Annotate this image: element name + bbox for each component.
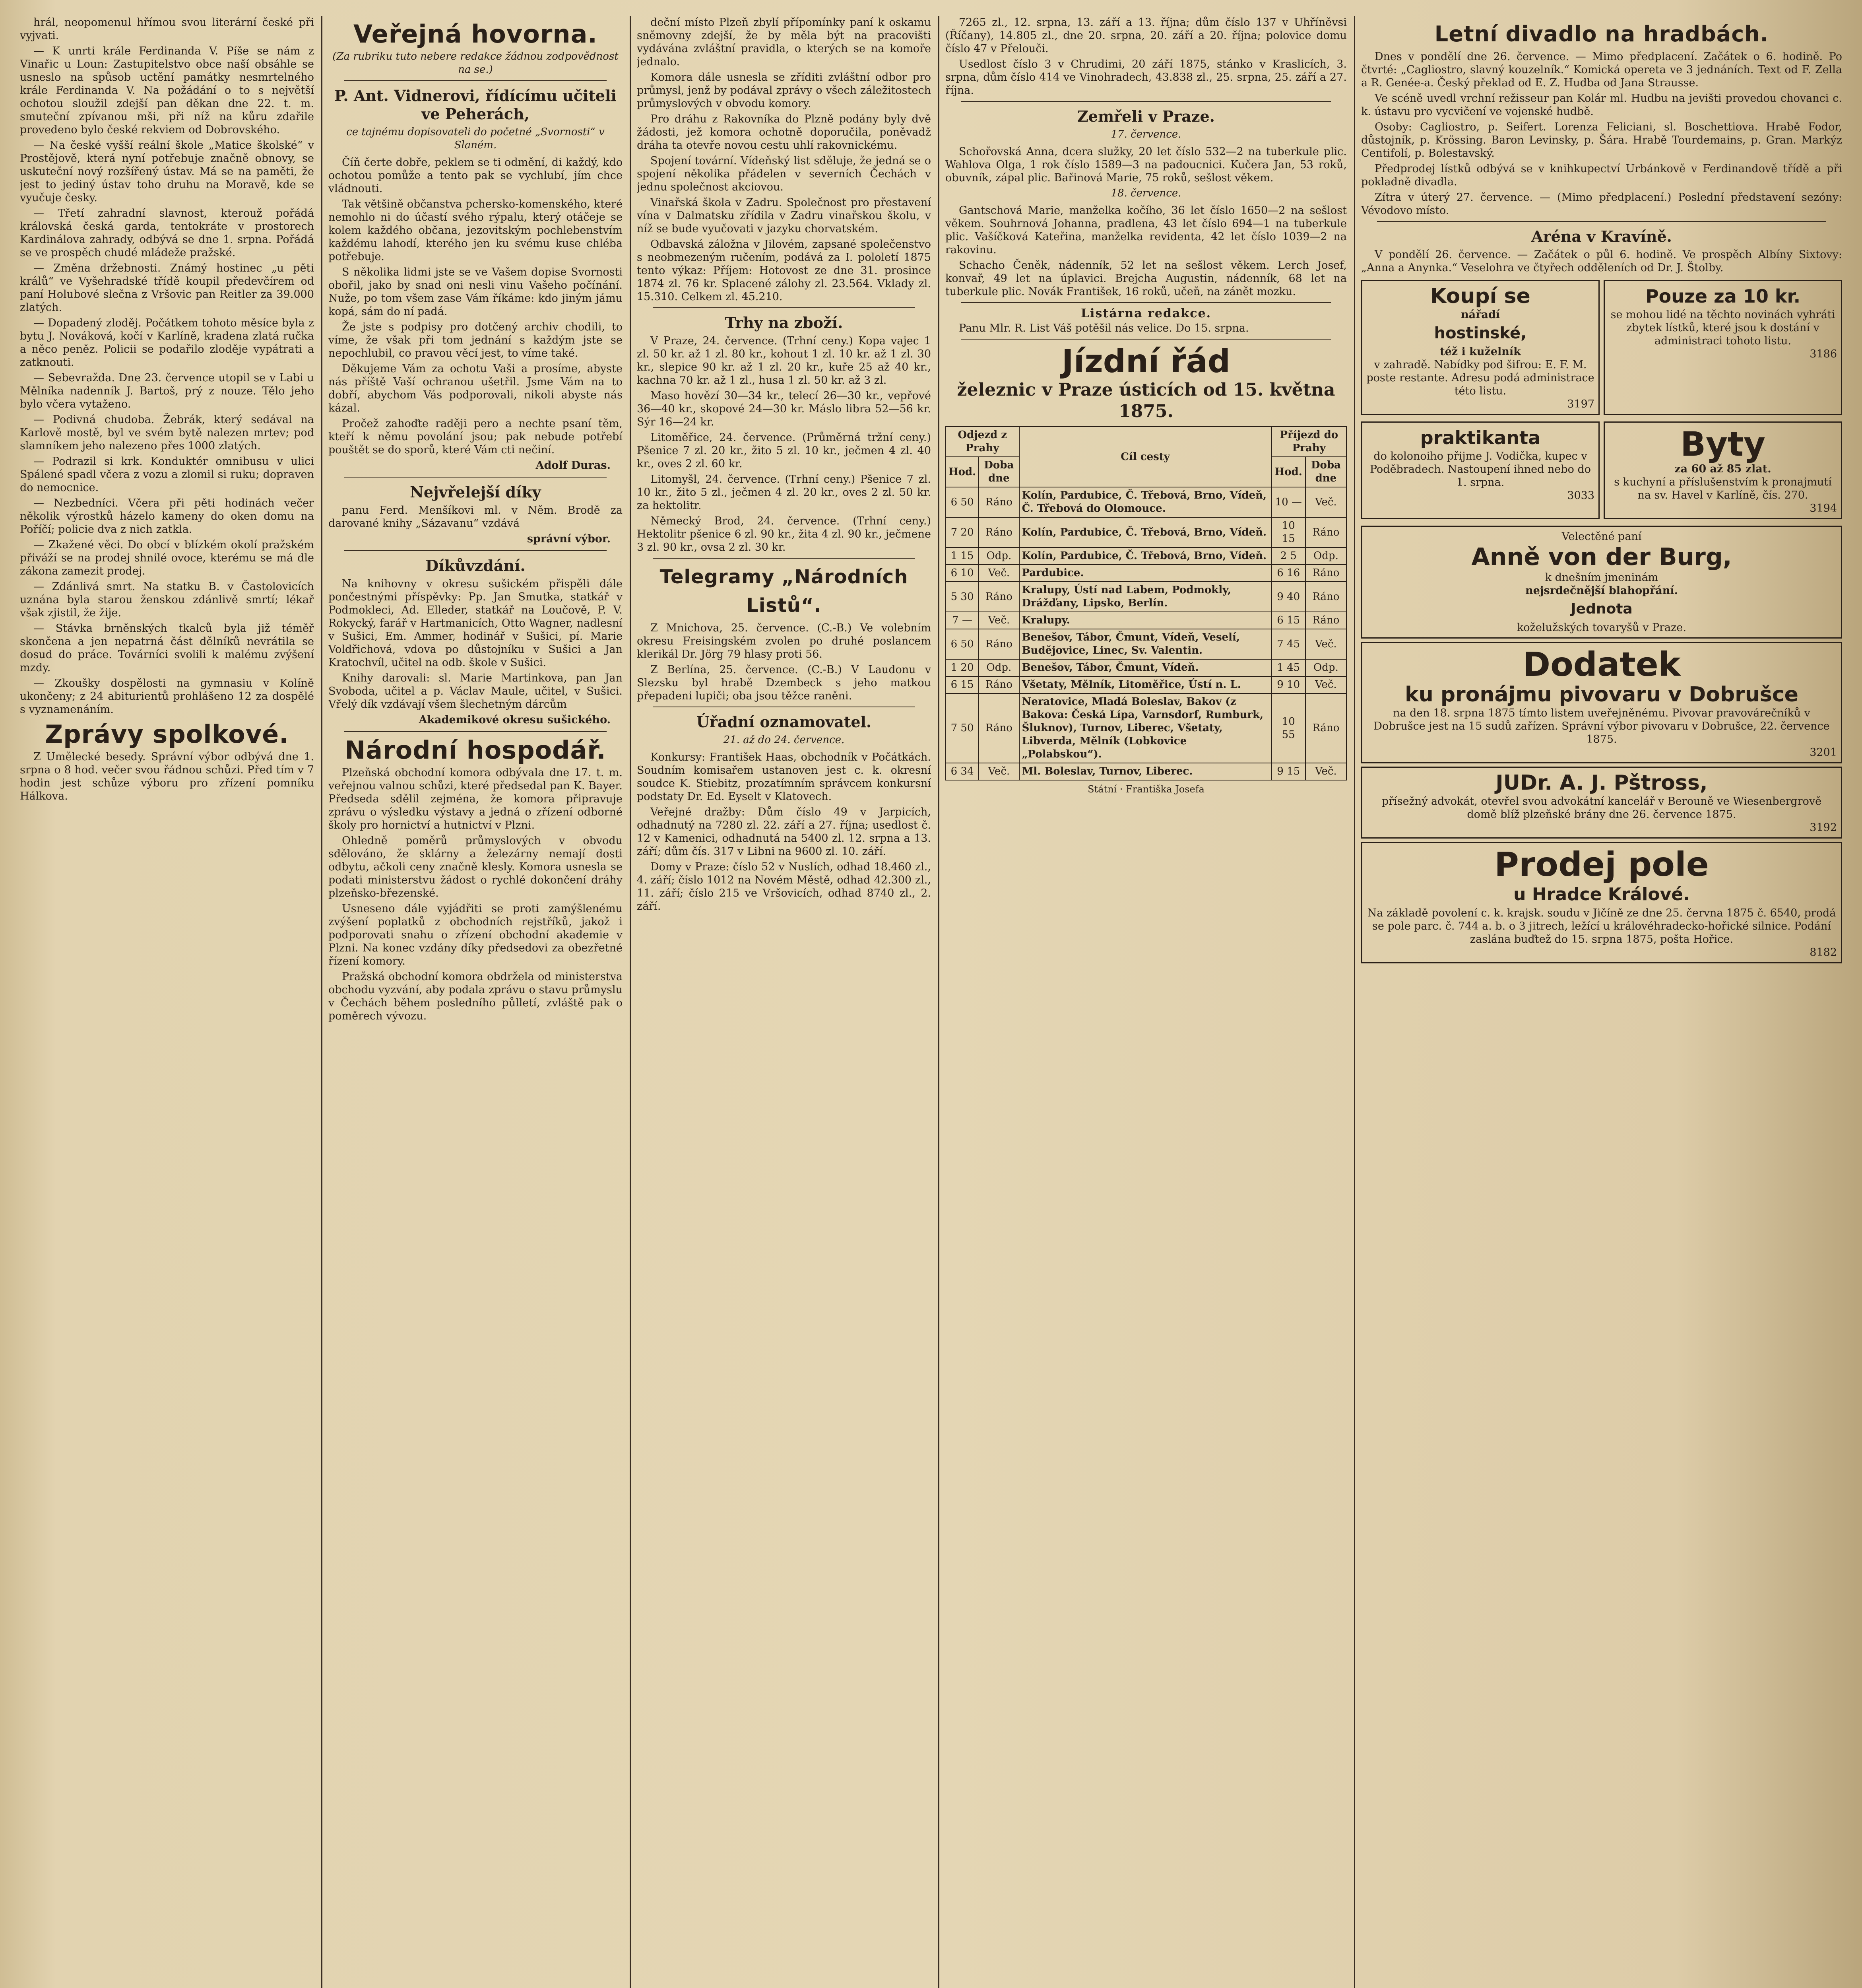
cell: Več. <box>1305 676 1346 693</box>
advokat-ad <box>1361 767 1842 839</box>
table-row <box>946 693 1346 763</box>
listarna-title: Listárna redakce. <box>1080 307 1212 320</box>
paragraph: — Podivná chudoba. Žebrák, který sedával na Karlově mostě, byl ve svém bytě nalezen mrtev; pod slamníkem jeho nalezeno přes 1000 zlatých. <box>20 414 314 452</box>
paragraph: Domy v Praze: číslo 52 v Nuslích, odhad 18.460 zl., 4. září; číslo 1012 na Novém Městě, odhad 42.300 zl., 11. září; číslo 215 ve Vršovicích, odhad 8740 zl., 2. září. <box>637 861 931 912</box>
cell: 2 5 <box>1272 547 1305 565</box>
cell: 7 — <box>946 612 979 629</box>
cell: 7 45 <box>1272 629 1305 659</box>
ad-headline: Prodej pole <box>1494 845 1709 884</box>
ad-line: Velectěné paní <box>1561 530 1642 543</box>
paragraph: Zítra v úterý 27. července. — (Mimo předplacení.) Poslední představení sezóny: Vévodovo místo. <box>1361 191 1842 217</box>
cell: 6 50 <box>946 487 979 517</box>
divider <box>961 302 1331 303</box>
paragraph: Litomyšl, 24. července. (Trhní ceny.) Pšenice 7 zl. 10 kr., žito 5 zl., ječmen 4 zl. 20 kr., oves 2 zl. 50 kr. za hektolitr. <box>637 473 931 512</box>
section-subtitle: (Za rubriku tuto nebere redakce žádnou zodpovědnost na se.) <box>332 50 619 76</box>
cell: 5 30 <box>946 582 979 612</box>
paragraph: Ve scéně uvedl vrchní režisseur pan Kolár ml. Hudbu na jevišti provedou chovanci c. k. ústavu pro vycvičení ve vojenské hudbě. <box>1361 92 1842 118</box>
cell: Kolín, Pardubice, Č. Třebová, Brno, Vídeň, Č. Třebová do Olomouce. <box>1019 487 1272 517</box>
table-row <box>946 629 1346 659</box>
cell: 7 50 <box>946 693 979 763</box>
header-cell: Hod. <box>946 457 979 487</box>
divider <box>1377 221 1826 222</box>
article-subtitle: 21. až do 24. července. <box>723 734 845 746</box>
paragraph: — K unrti krále Ferdinanda V. Píše se nám z Vinařic u Loun: Zastupitelstvo obce naší obsáhle se usneslo na spůsob uctění památky nesmrtelného krále Ferdinanda V. Na požádání o to s největší ochotou sloužil zdejší pan děkan dne 22. t. m. smuteční zpívanou mši, při níž na kůru zdařile provedeno bylo české rekviem od Dobrovského. <box>20 45 314 136</box>
divider <box>344 477 607 478</box>
table-row <box>946 582 1346 612</box>
paragraph: Osoby: Cagliostro, p. Seifert. Lorenza Feliciani, sl. Boschettiova. Hrabě Fodor, důstojník, p. Krössing. Baron Levinsky, p. Šára. Hrabě Tourdemains, p. Gran. Markýz Centifolí, p. Bolestavský. <box>1361 121 1842 159</box>
cell: Ráno <box>979 487 1019 517</box>
section-title: Telegramy „Národních Listů“. <box>659 566 908 617</box>
article-subtitle: 18. července. <box>1111 187 1181 199</box>
paragraph: Knihy darovali: sl. Marie Martinkova, pan Jan Svoboda, učitel a p. Václav Maule, učitel, v Sušici. Vřelý dík vzdávají všem šlechetným dárcům <box>328 672 623 711</box>
cell: Odp. <box>1305 659 1346 676</box>
cell: Več. <box>979 763 1019 780</box>
ad-line: nejsrdečnější blahopřání. <box>1525 584 1678 597</box>
ad-line: k dnešním jmeninám <box>1545 571 1658 584</box>
ad-line: za 60 až 85 zlat. <box>1674 463 1771 475</box>
paragraph: Pro dráhu z Rakovníka do Plzně podány byly dvě žádosti, jež komora ochotně doporučila, poněvadž dráha ta otevře novou cestu uhlí rakovnickému. <box>637 113 931 151</box>
ad-number: 8182 <box>1810 946 1837 959</box>
ad-line: Jednota <box>1571 601 1633 617</box>
cell: Odp. <box>979 659 1019 676</box>
article-subtitle: ce tajnému dopisovateli do početné „Svornosti“ v Slaném. <box>346 126 605 151</box>
koupi-se-ad <box>1361 280 1600 415</box>
cell: Ráno <box>979 629 1019 659</box>
paragraph: Pročež zahoďte raději pero a nechte psaní těm, kteří k němu povolání jsou; pak nebude potřebí pouštět se do sporů, které Vám cti nečiní. <box>328 417 623 456</box>
section-title: Veřejná hovorna. <box>353 19 597 49</box>
cell: Ráno <box>1305 517 1346 547</box>
timetable <box>945 426 1347 780</box>
paragraph: Na knihovny v okresu sušickém přispěli dále pončestnými příspěvky: Pp. Jan Smutka, statkář v Podmokleci, Ad. Elleder, statkář na Loučově, P. V. Rokycký, farář v Hartmanicích, Otto Wagner, nadlesní v Sušici, Em. Ammer, hodinář v Sušici, pí. Marie Voldřichová, vdova po důstojníku v Sušici a Jan Kratochvíl, učitel na odb. škole v Sušici. <box>328 578 623 669</box>
table-header-row <box>946 427 1346 457</box>
cell: 9 10 <box>1272 676 1305 693</box>
ad-headline: Koupí se <box>1430 284 1530 308</box>
divider <box>653 307 915 308</box>
ad-text: v zahradě. Nabídky pod šifrou: E. F. M. poste restante. Adresu podá administrace této listu. <box>1366 359 1594 397</box>
section-title: Národní hospodář. <box>345 736 606 765</box>
byty-ad <box>1604 421 1842 519</box>
ad-subheadline: ku pronájmu pivovaru v Dobrušce <box>1405 683 1798 707</box>
article-title: Nejvřelejší díky <box>410 483 541 501</box>
cell: Všetaty, Mělník, Litoměřice, Ústí n. L. <box>1019 676 1272 693</box>
table-row <box>946 547 1346 565</box>
paragraph: Že jste s podpisy pro dotčený archiv chodili, to víme, že však při tom jednání s každým jste se nepochlubil, co pravou věcí jest, to víme také. <box>328 321 623 359</box>
table-row <box>946 612 1346 629</box>
cell: Neratovice, Mladá Boleslav, Bakov (z Bakova: Česká Lípa, Varnsdorf, Rumburk, Šluknov), Turnov, Liberec, Všetaty, Libverda, Mělník (Lobkovice „Polabskou“). <box>1019 693 1272 763</box>
cell: Benešov, Tábor, Čmunt, Vídeň. <box>1019 659 1272 676</box>
signature: Adolf Duras. <box>535 459 611 472</box>
paragraph: — Sebevražda. Dne 23. července utopil se v Labi u Mělníka nadenník J. Bartoš, prý z nouze. Tělo jeho bylo včera vytaženo. <box>20 372 314 410</box>
paragraph: Konkursy: František Haas, obchodník v Počátkách. Soudním komisařem ustanoven jest c. k. okresní soudce K. Stiebitz, prozatímním správcem konkursní podstaty Dr. Ed. Eyselt v Klatovech. <box>637 751 931 803</box>
paragraph: deční místo Plzeň zbylí přípomínky paní k oskamu sněmovny zdejší, že by měla být na pracovišti vydávána zvláštní pravidla, o kterých se na komoře jednalo. <box>637 16 931 68</box>
paragraph: Z Berlína, 25. července. (C.-B.) V Laudonu v Slezsku byl hrabě Dzembeck s jeho matkou přepadeni lupiči; oba jsou těžce raněni. <box>637 664 931 702</box>
article-title: Díkůvzdání. <box>425 557 526 575</box>
paragraph: V pondělí 26. července. — Začátek o půl 6. hodině. Ve prospěch Albíny Sixtovy: „Anna a Anynka.“ Veselohra ve čtyřech odděleních od Dr. J. Štolby. <box>1361 248 1842 274</box>
paragraph: — Nezbedníci. Včera při pěti hodinách večer několik výrostků házelo kameny do oken domu na Poříčí; policie dva z nich zatkla. <box>20 497 314 536</box>
timetable-title: Jízdní řád <box>1062 343 1230 380</box>
cell: 1 45 <box>1272 659 1305 676</box>
table-row <box>946 517 1346 547</box>
cell: 1 20 <box>946 659 979 676</box>
section-title: Zprávy spolkové. <box>45 720 289 749</box>
paragraph: Veřejné dražby: Dům číslo 49 v Jarpicích, odhadnutý na 7280 zl. 22. září a 27. října; usedlost č. 12 v Kamenici, odhadnutá na 5400 zl. 12. srpna a 13. září; dům čís. 317 v Libni na 9600 zl. 10. září. <box>637 806 931 858</box>
divider <box>344 731 607 732</box>
paragraph: Panu Mlr. R. List Váš potěšil nás velice. Do 15. srpna. <box>959 322 1249 334</box>
paragraph: Schořovská Anna, dcera služky, 20 let číslo 532—2 na tuberkule plic. Wahlova Olga, 1 rok číslo 1589—3 na padoucnici. Kučera Jan, 53 roků, obuvník, zápal plic. Bařinová Marie, 75 roků, sešlost věkem. <box>945 146 1347 184</box>
divider <box>961 101 1331 102</box>
prodej-pole-ad <box>1361 842 1842 963</box>
cell: Benešov, Tábor, Čmunt, Vídeň, Veselí, Budějovice, Linec, Sv. Valentin. <box>1019 629 1272 659</box>
header-cell: Příjezd do Prahy <box>1272 427 1346 457</box>
cell: 6 50 <box>946 629 979 659</box>
cell: 6 15 <box>1272 612 1305 629</box>
paragraph: Usedlost číslo 3 v Chrudimi, 20 září 1875, stánko v Kraslicích, 3. srpna, dům číslo 414 ve Vinohradech, 43.838 zl., 25. srpna, 25. září a 27. října. <box>945 58 1347 97</box>
cell: Ráno <box>979 517 1019 547</box>
ad-text: přísežný advokát, otevřel svou advokátní kancelář v Berouně ve Wiesenbergrově domě blíž plzeňské brány dne 26. července 1875. <box>1381 795 1822 821</box>
cell: Kolín, Pardubice, Č. Třebová, Brno, Vídeň. <box>1019 547 1272 565</box>
column-rule <box>630 16 631 1988</box>
cell: Ráno <box>979 582 1019 612</box>
railway-label: Státní <box>1088 784 1117 795</box>
paragraph: Vinařská škola v Zadru. Společnost pro přestavení vína v Dalmatsku zřídila v Zadru vinařskou školu, v níž se bude vyučovati v jazyku chorvatském. <box>637 196 931 235</box>
paragraph: panu Ferd. Menšíkovi ml. v Něm. Brodě za darované knihy „Sázavanu“ vzdává <box>328 504 623 530</box>
paragraph: Plzeňská obchodní komora odbývala dne 17. t. m. veřejnou valnou schůzi, které předsedal pan K. Bayer. Předseda sdělil zejména, že komora připravuje zprávu o výsledku výstavy a jedná o zřízení odborné školy pro hornictví a hutnictví v Plzni. <box>328 767 623 831</box>
article-title: Zemřeli v Praze. <box>1077 107 1215 125</box>
timetable-subtitle: železnic v Praze ústicích od 15. května 1875. <box>957 380 1335 421</box>
dodatek-ad <box>1361 642 1842 763</box>
ad-line: též i kuželník <box>1440 346 1521 358</box>
cell: Odp. <box>1305 547 1346 565</box>
ad-line: koželužských tovaryšů v Praze. <box>1517 621 1686 634</box>
cell: Ráno <box>979 693 1019 763</box>
paragraph: Odbavská záložna v Jilovém, zapsané společenstvo s neobmezeným ručením, podává za I. pololetí 1875 tento výkaz: Příjem: Hotovost ze dne 31. prosince 1874 zl. 76 kr. Splacené zálohy zl. 23.564. Vklady zl. 15.310. Celkem zl. 45.210. <box>637 238 931 303</box>
header-cell: Doba dne <box>979 457 1019 487</box>
header-cell: Hod. <box>1272 457 1305 487</box>
cell: Ráno <box>1305 582 1346 612</box>
column-rule <box>1354 16 1355 1988</box>
cell: 6 34 <box>946 763 979 780</box>
ad-number: 3192 <box>1810 821 1837 834</box>
ad-number: 3197 <box>1567 398 1594 410</box>
paragraph: Usneseno dále vyjádřiti se proti zamýšlenému zvýšení poplatků z obchodních rejstříků, jakož i podporovati snahu o zřízení obchodní akademie v Plzni. Na konec vzdány díky předsedovi za obezřetné řízení komory. <box>328 903 623 967</box>
paragraph: — Zdánlivá smrt. Na statku B. v Častolovicích uznána byla starou ženskou zdánlivě smrtí; lékař však zjistil, že žije. <box>20 580 314 619</box>
ad-subheadline: u Hradce Králové. <box>1513 884 1690 905</box>
ad-text: Na základě povolení c. k. krajsk. soudu v Jičíně ze dne 25. června 1875 č. 6540, prodá se pole parc. č. 744 a. b. o 3 jitrech, ležící u královéhradecko-hořické silnice. Podání zaslána buďtež do 15. srpna 1875, pošta Hořice. <box>1367 907 1836 945</box>
paragraph: — Stávka brněnských tkalců byla již téměř skončena a jen nepatrná část dělníků nevrátila se dosud do práce. Továrníci svolili k malému zvýšení mzdy. <box>20 622 314 674</box>
ad-headline: Dodatek <box>1523 645 1681 684</box>
divider <box>344 80 607 81</box>
ad-number: 3194 <box>1810 502 1837 514</box>
column-6 <box>1361 16 1842 1988</box>
header-cell: Odjezd z Prahy <box>946 427 1019 457</box>
paragraph: Německý Brod, 24. července. (Trhní ceny.) Hektolitr pšenice 6 zl. 90 kr., žita 4 zl. 90 kr., ječmene 3 zl. 90 kr., ovsa 2 zl. 30 kr. <box>637 515 931 553</box>
column-rule <box>321 16 322 1988</box>
cell: Ml. Boleslav, Turnov, Liberec. <box>1019 763 1272 780</box>
cell: 10 15 <box>1272 517 1305 547</box>
cell: 1 15 <box>946 547 979 565</box>
praktikant-ad <box>1361 421 1600 519</box>
column-2 <box>328 16 623 1988</box>
cell: Ráno <box>979 676 1019 693</box>
paragraph: V Praze, 24. července. (Trhní ceny.) Kopa vajec 1 zl. 50 kr. až 1 zl. 80 kr., kohout 1 zl. 10 kr. až 1 zl. 30 kr., slepice 90 kr. až 1 zl. 20 kr., kuře 25 až 40 kr., kachna 70 kr. až 1 zl., husa 1 zl. 50 kr. až 3 zl. <box>637 335 931 386</box>
cell: Kolín, Pardubice, Č. Třebová, Brno, Vídeň. <box>1019 517 1272 547</box>
cell: 7 20 <box>946 517 979 547</box>
ad-headline: Pouze za 10 kr. <box>1645 285 1801 307</box>
divider <box>653 558 915 559</box>
ad-line: nářadí <box>1461 309 1500 321</box>
signature: Akademikové okresu sušického. <box>419 714 611 726</box>
paragraph: Tak většině občanstva pchersko-komenského, které nemohlo ni do účastí svého rýpalu, který otáčeje se kolem každého občana, jezovitským pochlebenstvím každému lahodí, kterého jen ku svému kuse chléba potřebuje. <box>328 198 623 263</box>
cell: 9 40 <box>1272 582 1305 612</box>
column-4: 7265 zl., 12. srpna, 13. září a 13. října; dům číslo 137 v Uhříněvsi (Říčany), 14.805 zl., dne 20. srpna, 20. září a 20. října; polovice domu číslo 47 v Přelouči. Usedlost číslo 3 v Chrudimi, 20 září 1875, stánko v Kraslicích, 3. srpna, dům číslo 414 ve Vinohradech, 43.838 zl., 25. srpna, 25. září a 27. října. Zemřeli v Praze. 17. července. Schořovská Anna, dcera služky, 20 let číslo 532—2 na tuberkule plic. Wahlova Olga, 1 rok číslo 1589—3 na padoucnici. Kučera Jan, 53 roků, obuvník, zápal plic. Bařinová Marie, 75 roků, sešlost věkem. 18. července. Gantschová Marie, manželka kočího, 36 let číslo 1650—2 na sešlost věkem. Souhrnová Johanna, pradlena, 43 let číslo 694—1 na tuberkule plic. Vašíčková Kateřina, manželka revidenta, 42 let číslo 1039—2 na rakovinu. Schacho Čeněk, nádenník, 52 let na sešlost věkem. Lerch Josef, konvař, 49 let na úplavici. Brejcha Augustin, nádenník, 68 let na tuberkule plic. Novák František, 16 roků, učeň, na zánět mozku. Listárna redakce. Panu Mlr. R. List Váš potěšil nás velice. Do 15. srpna. Jízdní řád železnic v Praze ústicích od 15. května 1875. Odjezd z Prahy Cíl cesty Příjezd do Prahy Hod. Doba dne Hod. Doba dne 6 50 Ráno Kolín, Pardubice, Č. Třebová, Brno, Vídeň, Č. Třebová do Olomouce. 10 — Več. 7 20 Ráno Kolín, Pardubice, Č. Třebová, Brno, Vídeň. 10 15 Ráno 1 15 Odp. Kolín, Pardubice, Č. Třebová, Brno, Vídeň. 2 5 Odp. 6 10 Več. Pardubice. 6 16 Ráno 5 30 Ráno Kralupy, Ústí nad Labem, Podmokly, Drážďany, Lipsko, Berlín. 9 40 Ráno 7 — Več. Kralupy. 6 15 Ráno 6 50 Ráno Benešov, Tábor, Čmunt, Vídeň, Veselí, Budějovice, Linec, Sv. Valentin. 7 45 Več. 1 20 Odp. Benešov, Tábor, Čmunt, Vídeň. 1 45 Odp. 6 15 Ráno Všetaty, Mělník, Litoměřice, Ústí n. L. 9 10 Več. 7 50 Ráno Neratovice, Mladá Boleslav, Bakov (z Bakova: Česká Lípa, Varnsdorf, Rumburk, Šluknov), Turnov, Liberec, Všetaty, Libverda, Mělník (Lobkovice „Polabskou“). 10 55 Ráno 6 34 Več. Ml. Boleslav, Turnov, Liberec. 9 15 Več. Státní · Františka Josefa <box>945 16 1347 795</box>
ad-headline: Byty <box>1680 425 1765 464</box>
paragraph: — Dopadený zloděj. Počátkem tohoto měsíce byla z bytu J. Nováková, kočí v Karlíně, kradena zlatá ručka a něco peněz. Policii se podařilo zloděje vypátrati a zatknouti. <box>20 317 314 369</box>
paragraph: Z Mnichova, 25. července. (C.-B.) Ve volebním okresu Freisingském zvolen po druhé poslancem klerikál Dr. Jörg 79 hlasy proti 56. <box>637 622 931 660</box>
paragraph: — Podrazil si krk. Konduktér omnibusu v ulici Spálené spadl včera z vozu a zlomil si ruku; dopraven do nemocnice. <box>20 455 314 494</box>
ad-number: 3186 <box>1810 348 1837 360</box>
ad-text: se mohou lidé na těchto novinách vyhráti zbytek lístků, které jsou k dostání v administraci tohoto listu. <box>1610 309 1835 347</box>
paragraph: Z Umělecké besedy. Správní výbor odbývá dne 1. srpna o 8 hod. večer svou řádnou schůzi. Před tím v 7 hodin jest schůze výboru pro zřízení pomníku Hálkova. <box>20 751 314 802</box>
cell: Več. <box>979 612 1019 629</box>
header-cell: Doba dne <box>1305 457 1346 487</box>
table-row <box>946 565 1346 582</box>
cell: Odp. <box>979 547 1019 565</box>
cell: Več. <box>1305 763 1346 780</box>
section-title: Letní divadlo na hradbách. <box>1434 21 1769 47</box>
cell: Več. <box>1305 487 1346 517</box>
ad-number: 3201 <box>1810 746 1837 759</box>
paragraph: Ohledně poměrů průmyslových v obvodu sdělováno, že sklárny a železárny nemají dosti odbytu, ačkoli ceny značně klesly. Komora usnesla se podati ministerstvu žádost o rychlé dokončení dráhy plzeňsko-březenské. <box>328 835 623 899</box>
paragraph: — Zkoušky dospělosti na gymnasiu v Kolíně ukončeny; z 24 abiturientů prohlášeno 12 za dospělé s vyznamenáním. <box>20 677 314 716</box>
paragraph: Děkujeme Vám za ochotu Vaši a prosíme, abyste nás příště Vaší ochranou ušetřil. Jsme Vám na to dobří, abychom Vás podporovali, nikoli abyste nás kázal. <box>328 363 623 414</box>
column-1 <box>20 16 314 1988</box>
cell: Več. <box>1305 629 1346 659</box>
cell: Več. <box>979 565 1019 582</box>
pouze-ad <box>1604 280 1842 415</box>
column-3 <box>637 16 931 1988</box>
paragraph: — Na české vyšší reální škole „Matice školské“ v Prostějově, která nyní potřebuje značně obnovy, se uskuteční nový rozšířený ústav. Má se na paměti, že jest to jediný ústav toho druhu na Moravě, kde se vyučuje česky. <box>20 139 314 204</box>
congrats-ad <box>1361 526 1842 639</box>
table-row <box>946 763 1346 780</box>
paragraph: Schacho Čeněk, nádenník, 52 let na sešlost věkem. Lerch Josef, konvař, 49 let na úplavici. Brejcha Augustin, nádenník, 68 let na tuberkule plic. Novák František, 16 roků, učeň, na zánět mozku. <box>945 259 1347 298</box>
ad-text: do kolonoiho přijme J. Vodička, kupec v Poděbradech. Nastoupení ihned nebo do 1. srpna. <box>1369 450 1591 489</box>
article-title: P. Ant. Vidnerovi, řídícímu učiteli ve Peherách, <box>334 87 617 123</box>
ad-line: hostinské, <box>1434 324 1527 342</box>
divider <box>961 339 1331 340</box>
cell: 6 15 <box>946 676 979 693</box>
column-rule <box>938 16 939 1988</box>
table-row <box>946 676 1346 693</box>
ad-headline: praktikanta <box>1420 427 1541 448</box>
paragraph: — Zkažené věci. Do obcí v blízkém okolí pražském přiváží se na prodej shnilé ovoce, kterému se má dle zákona zamezit prodej. <box>20 539 314 577</box>
article-subtitle: 17. července. <box>1111 128 1181 140</box>
cell: Pardubice. <box>1019 565 1272 582</box>
ad-text: na den 18. srpna 1875 tímto listem uveřejněnému. Pivovar pravovárečníků v Dobrušce jest na 15 sudů zařízen. Správní výbor pivovaru v Dobrušce, 22. července 1875. <box>1373 707 1830 746</box>
header-cell: Cíl cesty <box>1019 427 1272 487</box>
cell: 6 10 <box>946 565 979 582</box>
cell: Ráno <box>1305 693 1346 763</box>
cell: 9 15 <box>1272 763 1305 780</box>
paragraph: 7265 zl., 12. srpna, 13. září a 13. října; dům číslo 137 v Uhříněvsi (Říčany), 14.805 zl., dne 20. srpna, 20. září a 20. října; polovice domu číslo 47 v Přelouči. <box>945 16 1347 55</box>
paragraph: Předprodej lístků odbývá se v knihkupectví Urbánkově v Ferdinandově třídě a při pokladně divadla. <box>1361 163 1842 188</box>
table-row <box>946 659 1346 676</box>
ad-headline: Anně von der Burg, <box>1471 543 1732 571</box>
cell: 10 — <box>1272 487 1305 517</box>
railway-label: Františka Josefa <box>1126 784 1204 795</box>
ad-text: s kuchyní a příslušenstvím k pronajmutí na sv. Havel v Karlíně, čís. 270. <box>1614 476 1832 501</box>
ad-headline: JUDr. A. J. Pštross, <box>1495 771 1708 795</box>
paragraph: Pražská obchodní komora obdržela od ministerstva obchodu vyzvání, aby podala zprávu o stavu průmyslu v Čechách během posledního půlletí, zvláště pak o poměrech vývozu. <box>328 971 623 1022</box>
paragraph: Gantschová Marie, manželka kočího, 36 let číslo 1650—2 na sešlost věkem. Souhrnová Johanna, pradlena, 43 let číslo 694—1 na tuberkule plic. Vašíčková Kateřina, manželka revidenta, 42 let číslo 1039—2 na rakovinu. <box>945 204 1347 256</box>
paragraph: Maso hovězí 30—34 kr., telecí 26—30 kr., vepřové 36—40 kr., skopové 24—30 kr. Máslo libra 52—56 kr. Sýr 16—24 kr. <box>637 390 931 428</box>
paragraph: Komora dále usnesla se zříditi zvláštní odbor pro průmysl, jenž by podával zprávy o všech záležitostech průmyslových v obvodu komory. <box>637 71 931 110</box>
paragraph: Spojení tovární. Vídeňský list sděluje, že jedná se o spojení několika přádelen v severních Čechách v jednu společnost akciovou. <box>637 155 931 193</box>
article-title: Aréna v Kravíně. <box>1531 227 1672 245</box>
paragraph: Dnes v pondělí dne 26. července. — Mimo předplacení. Začátek o 6. hodině. Po čtvrté: „Cagliostro, slavný kouzelník.“ Komická opereta ve 3 jednáních. Text od F. Zella a R. Genée-a. Český překlad od E. Z. Hudba od Jana Strausse. <box>1361 50 1842 89</box>
paragraph: — Třetí zahradní slavnost, kterouž pořádá královská česká garda, tentokráte v prostorech Kardinálova zahrady, odbývá se dne 1. srpna. Pořádá se ve prospěch chudé mládeže pražské. <box>20 207 314 259</box>
ad-number: 3033 <box>1567 489 1594 502</box>
cell: 6 16 <box>1272 565 1305 582</box>
article-title: Úřadní oznamovatel. <box>696 713 872 731</box>
signature: správní výbor. <box>527 533 611 545</box>
paragraph: Litoměřice, 24. července. (Průměrná tržní ceny.) Pšenice 7 zl. 20 kr., žito 5 zl. 10 kr., ječmen 4 zl. 40 kr., oves 2 zl. 60 kr. <box>637 431 931 470</box>
cell: Kralupy, Ústí nad Labem, Podmokly, Drážďany, Lipsko, Berlín. <box>1019 582 1272 612</box>
cell: 10 55 <box>1272 693 1305 763</box>
paragraph: S několika lidmi jste se ve Vašem dopise Svornosti obořil, jako by snad oni nesli vinu Vašeho počínání. Nuže, po tom všem zase Vám říkáme: kdo jiným jámu kopá, sám do ní padá. <box>328 266 623 318</box>
paragraph: hrál, neopomenul hřímou svou literární české při vyjvati. <box>20 16 314 42</box>
paragraph: Číň čerte dobře, peklem se ti odmění, di každý, kdo ochotou pomůže a tento pak se vychlubí, jím chce vládnouti. <box>328 156 623 195</box>
paragraph: — Změna držebnosti. Známý hostinec „u pěti králů“ ve Vyšehradské třídě koupil předevčírem od paní Holubové slečna z Vršovic pan Reitler za 39.000 zlatých. <box>20 262 314 314</box>
cell: Ráno <box>1305 612 1346 629</box>
cell: Kralupy. <box>1019 612 1272 629</box>
cell: Ráno <box>1305 565 1346 582</box>
divider <box>344 550 607 551</box>
table-row <box>946 487 1346 517</box>
article-title: Trhy na zboží. <box>725 314 843 332</box>
